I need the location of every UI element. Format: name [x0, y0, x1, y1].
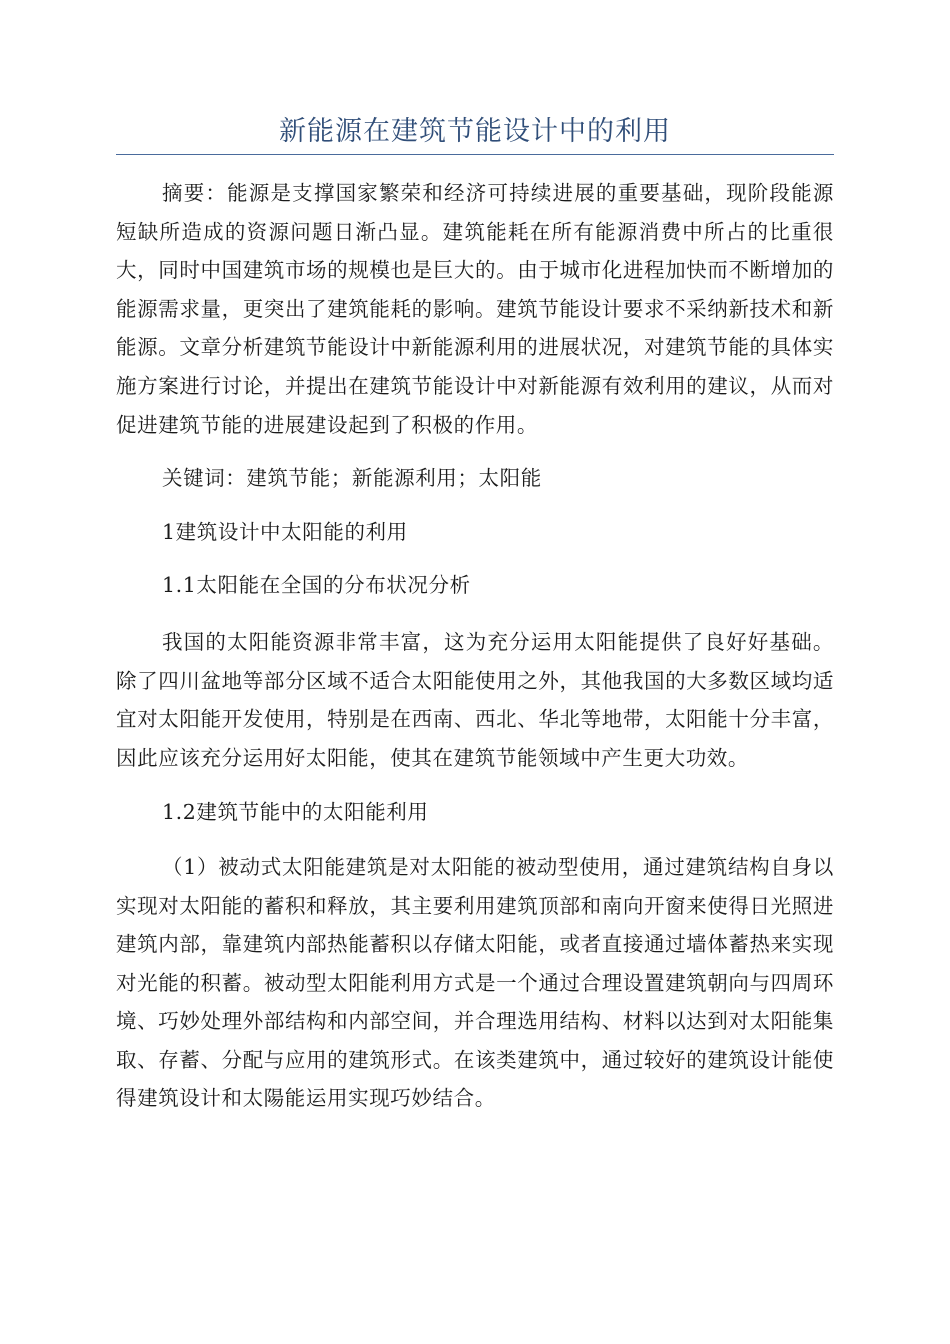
- title-underline: [116, 154, 834, 155]
- keywords-line: 关键词：建筑节能；新能源利用；太阳能: [162, 466, 542, 491]
- section-heading-1-2: 1.2建筑节能中的太阳能利用: [162, 800, 429, 825]
- abstract-paragraph: 摘要：能源是支撑国家繁荣和经济可持续进展的重要基础，现阶段能源短缺所造成的资源问题日渐凸显。建筑能耗在所有能源消费中所占的比重很大，同时中国建筑市场的规模也是巨大的。由于城市化进程加快而不断增加的能源需求量，更突出了建筑能耗的影响。建筑节能设计要求不采纳新技术和新能源。文章分析建筑节能设计中新能源利用的进展状况，对建筑节能的具体实施方案进行讨论，并提出在建筑节能设计中对新能源有效利用的建议，从而对促进建筑节能的进展建设起到了积极的作用。: [116, 181, 834, 437]
- document-title: 新能源在建筑节能设计中的利用: [279, 116, 671, 147]
- section-heading-1: 1建筑设计中太阳能的利用: [162, 519, 408, 544]
- section-1-1-body: 我国的太阳能资源非常丰富，这为充分运用太阳能提供了良好好基础。除了四川盆地等部分区域不适合太阳能使用之外，其他我国的大多数区域均适宜对太阳能开发使用，特别是在西南、西北、华北等地带，太阳能十分丰富，因此应该充分运用好太阳能，使其在建筑节能领域中产生更大功效。: [116, 629, 834, 770]
- document-page: [116, 112, 834, 1118]
- section-1-2-body: （1）被动式太阳能建筑是对太阳能的被动型使用，通过建筑结构自身以实现对太阳能的蓄积和释放，其主要利用建筑顶部和南向开窗来使得日光照进建筑内部，靠建筑内部热能蓄积以存储太阳能，或者直接通过墙体蓄热来实现对光能的积蓄。被动型太阳能利用方式是一个通过合理设置建筑朝向与四周环境、巧妙处理外部结构和内部空间，并合理选用结构、材料以达到对太阳能集取、存蓄、分配与应用的建筑形式。在该类建筑中，通过较好的建筑设计能使得建筑设计和太陽能运用实现巧妙结合。: [116, 854, 834, 1111]
- section-heading-1-1: 1.1太阳能在全国的分布状况分析: [162, 573, 471, 598]
